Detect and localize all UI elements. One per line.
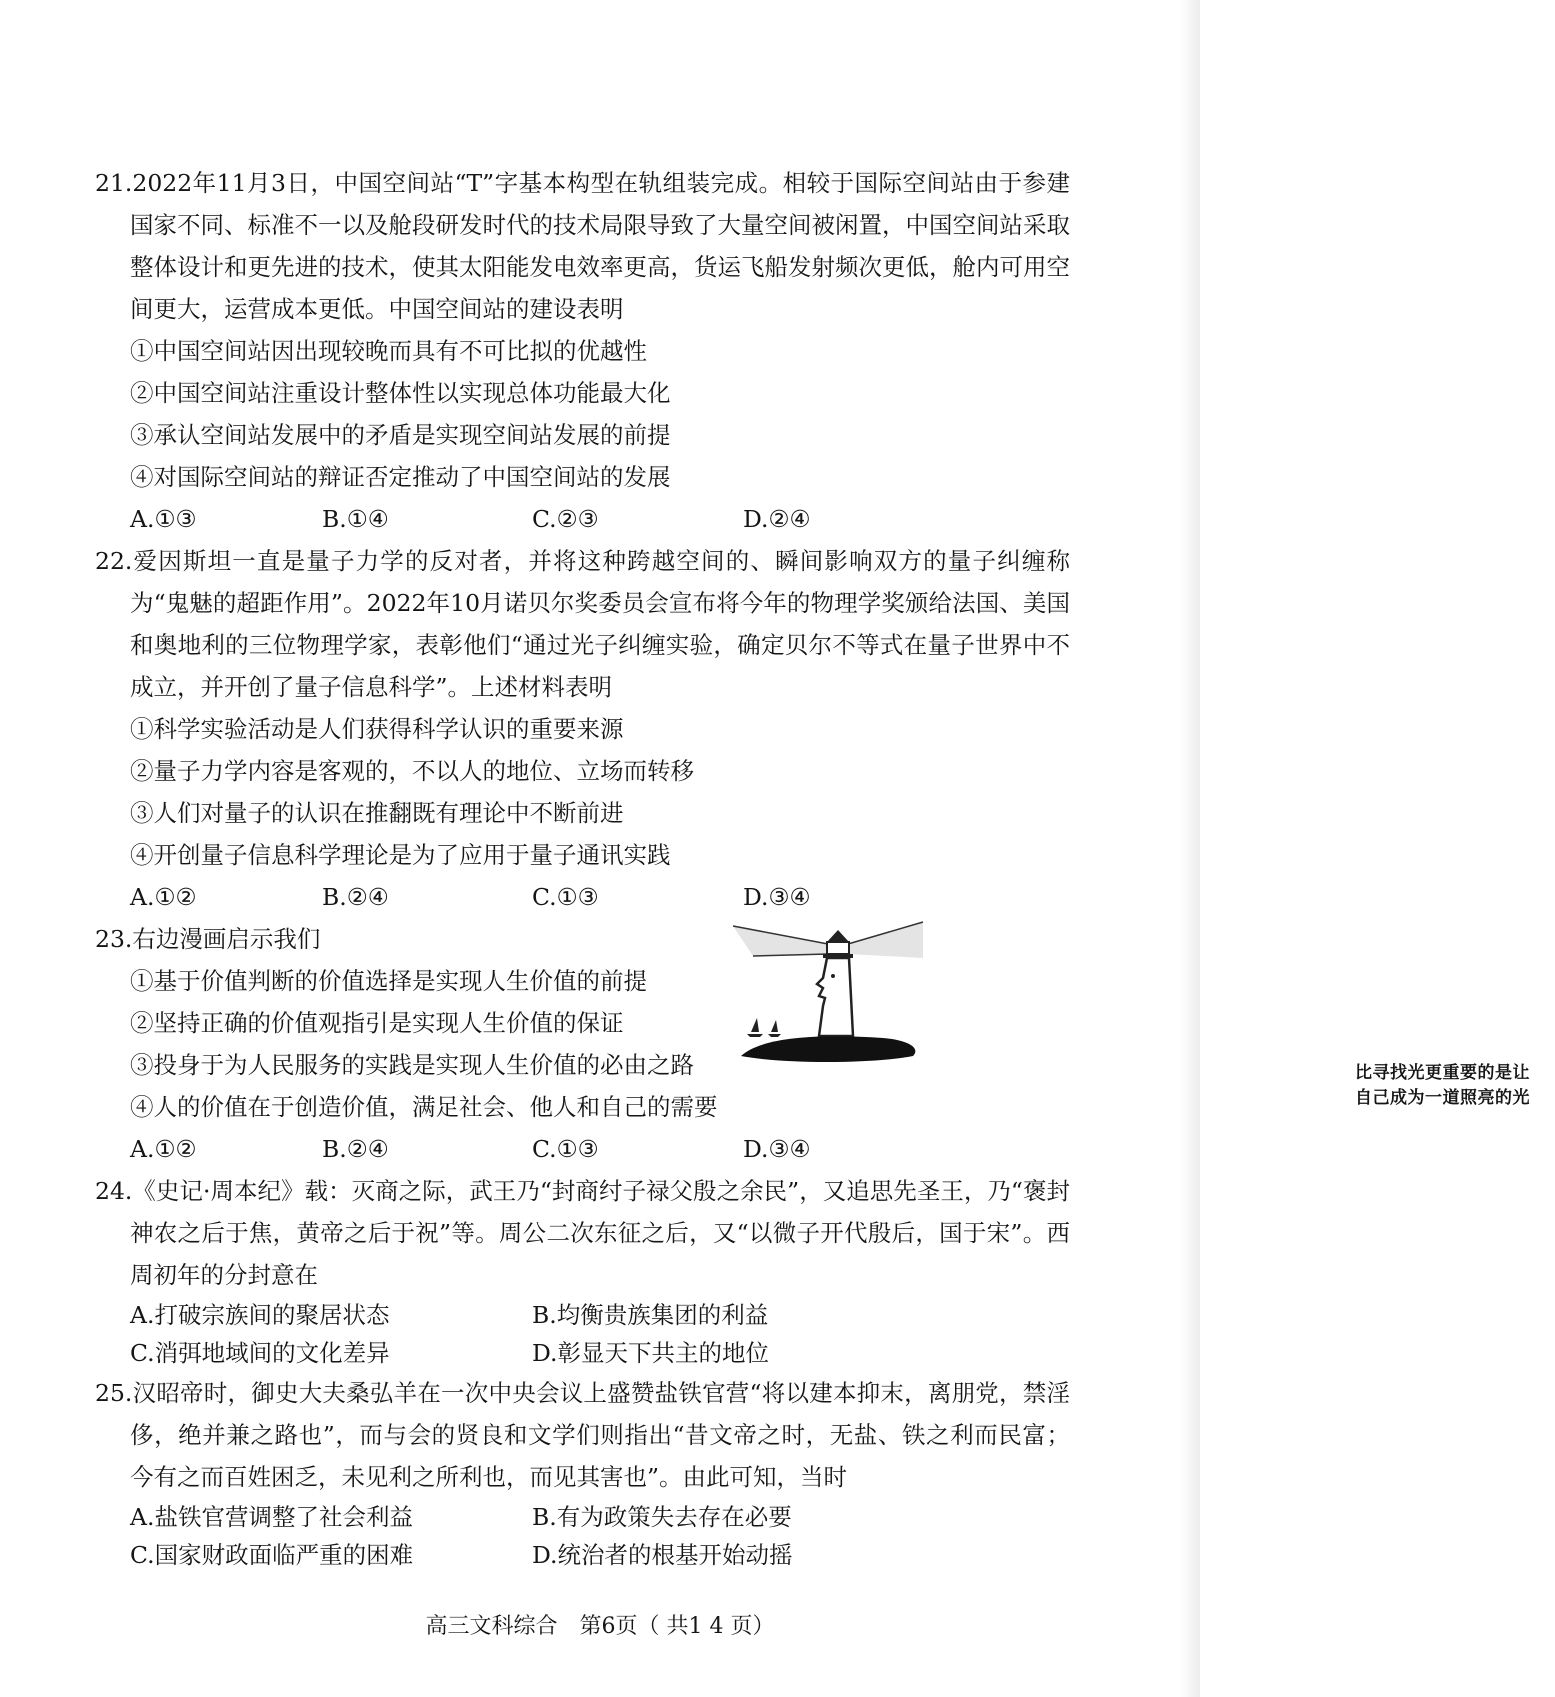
question-21-stem: 21.2022年11月3日，中国空间站“T”字基本构型在轨组装完成。相较于国际空间站由于参建国家不同、标准不一以及舱段研发时代的技术局限导致了大量空间被闲置，中国空间站采取整体设计和更先进的技术，使其太阳能发电效率更高，货运飞船发射频次更低，舱内可用空间更大，运营成本更低。中国空间站的建设表明: [95, 169, 1070, 323]
lighthouse-tower: [817, 958, 853, 1036]
sailboat-2: [771, 1020, 778, 1032]
question-23: [95, 918, 1530, 1170]
question-22-option-3: ③人们对量子的认识在推翻既有理论中不断前进: [130, 799, 624, 827]
question-23-option-2: ②坚持正确的价值观指引是实现人生价值的保证: [130, 1009, 624, 1037]
question-24-choice-c: C.消弭地域间的文化差异: [130, 1339, 390, 1367]
question-25-choice-b: B.有为政策失去存在必要: [532, 1503, 792, 1531]
face-eye: [831, 974, 835, 978]
question-25-choice-c: C.国家财政面临严重的困难: [130, 1541, 414, 1569]
page-edge-shadow: [1180, 0, 1200, 1697]
question-25-stem: 25.汉昭帝时，御史大夫桑弘羊在一次中央会议上盛赞盐铁官营“将以建本抑末，离朋党，禁淫侈，绝并兼之路也”，而与会的贤良和文学们则指出“昔文帝之时，无盐、铁之利而民富；今有之而百姓困乏，未见利之所利也，而见其害也”。由此可知，当时: [95, 1379, 1070, 1491]
question-22-option-4: ④开创量子信息科学理论是为了应用于量子通讯实践: [130, 841, 671, 869]
question-22-option-1: ①科学实验活动是人们获得科学认识的重要来源: [130, 715, 624, 743]
question-21-choice-d: D.②④: [743, 505, 811, 533]
question-23-choice-d: D.③④: [743, 1135, 811, 1163]
question-24-stem: 24.《史记·周本纪》载：灭商之际，武王乃“封商纣子禄父殷之余民”，又追思先圣王，乃“褒封神农之后于焦，黄帝之后于祝”等。周公二次东征之后，又“以微子开代殷后，国于宋”。西周初年的分封意在: [95, 1177, 1070, 1289]
question-23-text: [95, 918, 735, 1128]
question-21-option-3: ③承认空间站发展中的矛盾是实现空间站发展的前提: [130, 421, 671, 449]
question-24-choice-d: D.彰显天下共主的地位: [532, 1339, 769, 1367]
question-23-stem: 23.右边漫画启示我们: [95, 925, 321, 953]
exam-content: [95, 162, 1530, 1574]
question-21-option-2: ②中国空间站注重设计整体性以实现总体功能最大化: [130, 379, 671, 407]
page-footer: 高三文科综合 第6页（ 共1 4 页）: [425, 1614, 775, 1639]
question-24-choice-a: A.打破宗族间的聚居状态: [130, 1301, 390, 1329]
question-25-choice-a: A.盐铁官营调整了社会利益: [130, 1503, 413, 1531]
question-25: [95, 1372, 1070, 1574]
cartoon-caption: [1355, 1061, 1555, 1111]
lamp-roof: [827, 930, 849, 942]
question-23-option-4: ④人的价值在于创造价值，满足社会、他人和自己的需要: [130, 1093, 718, 1121]
boat-hull-2: [768, 1034, 781, 1037]
question-21-choice-b: B.①④: [322, 505, 389, 533]
question-23-choice-a: A.①②: [130, 1135, 197, 1163]
question-22-stem: 22.爱因斯坦一直是量子力学的反对者，并将这种跨越空间的、瞬间影响双方的量子纠缠称为“鬼魅的超距作用”。2022年10月诺贝尔奖委员会宣布将今年的物理学奖颁给法国、美国和奥地利的三位物理学家，表彰他们“通过光子纠缠实验，确定贝尔不等式在量子世界中不成立，并开创了量子信息科学”。上述材料表明: [95, 547, 1070, 701]
question-24-choices-row-1: [95, 1296, 1070, 1334]
question-22-choice-c: C.①③: [532, 883, 599, 911]
island: [741, 1036, 915, 1062]
question-25-choices-row-1: [95, 1498, 1070, 1536]
cartoon-caption-line-1: 比寻找光更重要的是让: [1355, 1063, 1530, 1083]
question-22-choice-d: D.③④: [743, 883, 811, 911]
question-21-option-1: ①中国空间站因出现较晚而具有不可比拟的优越性: [130, 337, 647, 365]
question-22-choices: [95, 876, 1070, 918]
question-23-option-3: ③投身于为人民服务的实践是实现人生价值的必由之路: [130, 1051, 694, 1079]
question-21: [95, 162, 1070, 540]
question-24-choices-row-2: [95, 1334, 1070, 1372]
question-23-choices: [95, 1128, 1070, 1170]
question-24: [95, 1170, 1070, 1372]
question-24-choice-b: B.均衡贵族集团的利益: [532, 1301, 769, 1329]
question-25-choices-row-2: [95, 1536, 1070, 1574]
question-22-option-2: ②量子力学内容是客观的，不以人的地位、立场而转移: [130, 757, 694, 785]
question-22-choice-b: B.②④: [322, 883, 389, 911]
question-23-choice-c: C.①③: [532, 1135, 599, 1163]
question-21-choices: [95, 498, 1070, 540]
question-25-choice-d: D.统治者的根基开始动摇: [532, 1541, 793, 1569]
question-21-option-4: ④对国际空间站的辩证否定推动了中国空间站的发展: [130, 463, 671, 491]
boat-hull-1: [747, 1034, 763, 1037]
question-21-choice-a: A.①③: [130, 505, 197, 533]
lighthouse-illustration: [723, 918, 923, 1068]
cartoon-caption-line-2: 自己成为一道照亮的光: [1355, 1088, 1530, 1108]
sailboat-1: [751, 1018, 759, 1032]
question-22-choice-a: A.①②: [130, 883, 197, 911]
lamp-room: [827, 942, 849, 954]
question-21-choice-c: C.②③: [532, 505, 599, 533]
question-22: [95, 540, 1070, 918]
question-23-choice-b: B.②④: [322, 1135, 389, 1163]
lighthouse-cartoon: [723, 918, 1530, 1124]
question-23-option-1: ①基于价值判断的价值选择是实现人生价值的前提: [130, 967, 647, 995]
